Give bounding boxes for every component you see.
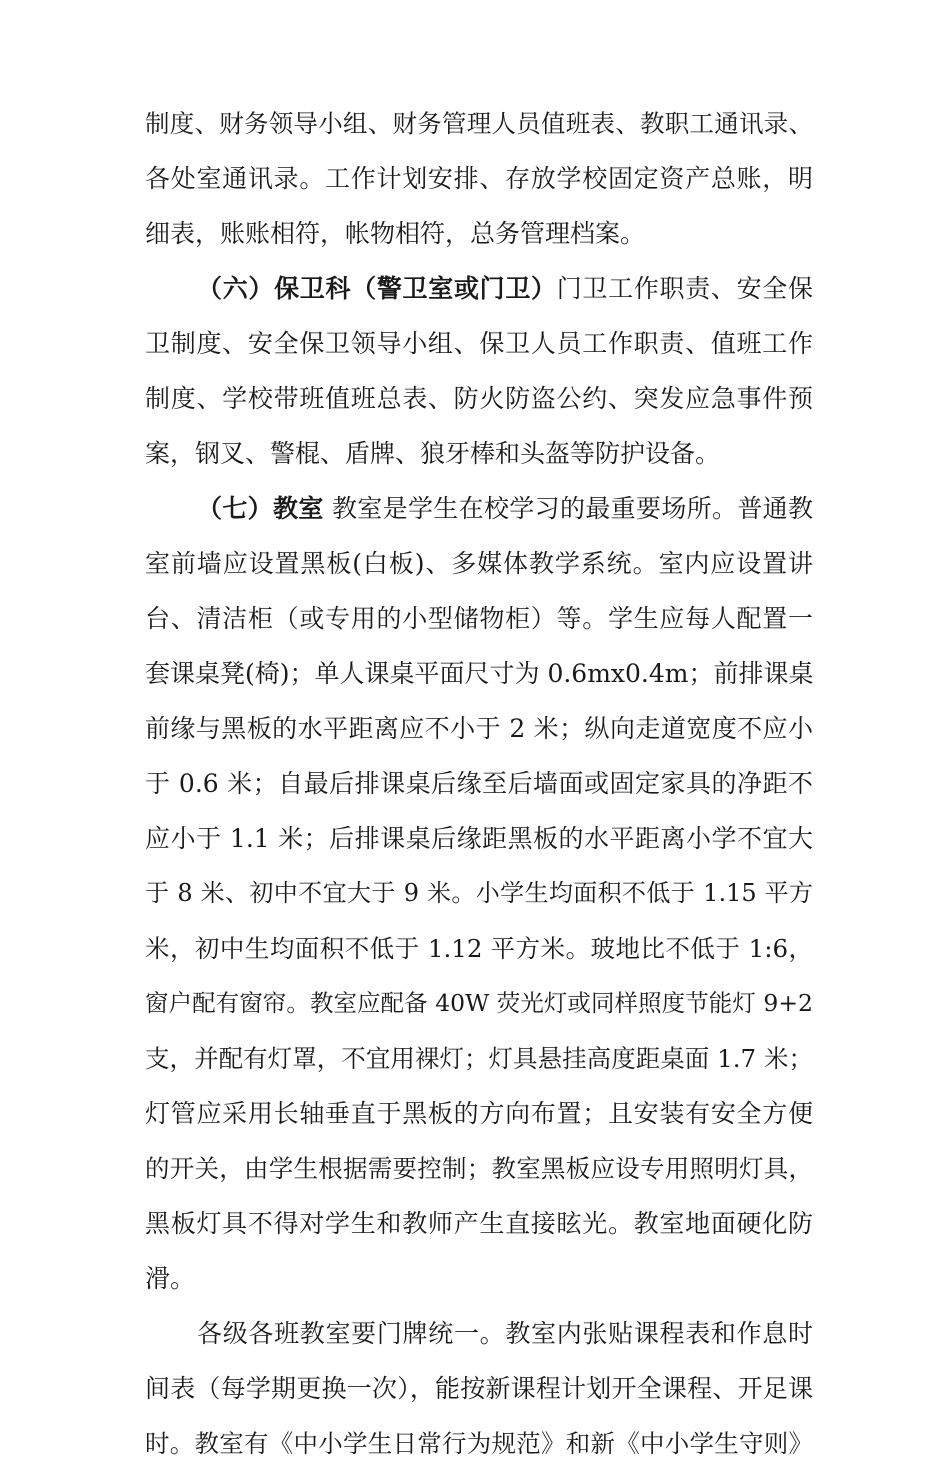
text-line: 时。教室有《中小学生日常行为规范》和新《中小学生守则》 (145, 1429, 813, 1458)
text-line: 于 0.6 米；自最后排课桌后缘至后墙面或固定家具的净距不 (145, 769, 813, 798)
text-line (145, 481, 813, 536)
section-heading: （七）教室 (197, 494, 324, 523)
text-line: 各级各班教室要门牌统一。教室内张贴课程表和作息时 (197, 1319, 813, 1348)
text-line: 灯管应采用长轴垂直于黑板的方向布置；且安装有安全方便 (145, 1099, 813, 1128)
text-line: 米，初中生均面积不低于 1.12 平方米。玻地比不低于 1:6， (145, 934, 813, 963)
text-line: 黑板灯具不得对学生和教师产生直接眩光。教室地面硬化防 (145, 1209, 813, 1238)
text-line: 案，钢叉、警棍、盾牌、狼牙棒和头盔等防护设备。 (145, 439, 721, 468)
text-line: 各处室通讯录。工作计划安排、存放学校固定资产总账，明 (145, 164, 813, 193)
paragraph-security (145, 261, 813, 481)
text-span: 门卫工作职责、安全保 (556, 274, 813, 303)
text-line: 卫制度、安全保卫领导小组、保卫人员工作职责、值班工作 (145, 329, 813, 358)
text-span: 教室是学生在校学习的最重要场所。普通教 (323, 494, 813, 523)
text-line: 支，并配有灯罩，不宜用裸灯；灯具悬挂高度距桌面 1.7 米； (145, 1044, 813, 1073)
text-line: 的开关，由学生根据需要控制；教室黑板应设专用照明灯具， (145, 1154, 813, 1183)
paragraph-classroom (145, 481, 813, 1306)
section-heading: （六）保卫科（警卫室或门卫） (197, 274, 557, 303)
text-line: 窗户配有窗帘。教室应配备 40W 荧光灯或同样照度节能灯 9+2 (145, 989, 813, 1017)
text-line: 制度、财务领导小组、财务管理人员值班表、教职工通讯录、 (145, 109, 813, 138)
text-line: 滑。 (145, 1264, 196, 1293)
text-line: 套课桌凳(椅)；单人课桌平面尺寸为 0.6mx0.4m；前排课桌 (145, 659, 814, 688)
paragraph-finance (145, 96, 813, 261)
paragraph-classroom-signage (145, 1306, 813, 1471)
text-line (145, 261, 813, 316)
text-line: 细表，账账相符，帐物相符，总务管理档案。 (145, 219, 646, 248)
text-line: 间表（每学期更换一次），能按新课程计划开全课程、开足课 (145, 1374, 813, 1403)
text-line: 前缘与黑板的水平距离应不小于 2 米；纵向走道宽度不应小 (145, 714, 813, 743)
text-line: 应小于 1.1 米；后排课桌后缘距黑板的水平距离小学不宜大 (145, 824, 813, 853)
text-line: 室前墙应设置黑板(白板)、多媒体教学系统。室内应设置讲 (145, 549, 813, 578)
document-page (145, 96, 813, 1471)
text-line: 台、清洁柜（或专用的小型储物柜）等。学生应每人配置一 (145, 604, 813, 633)
text-line: 制度、学校带班值班总表、防火防盗公约、突发应急事件预 (145, 384, 813, 413)
text-line: 于 8 米、初中不宜大于 9 米。小学生均面积不低于 1.15 平方 (145, 879, 813, 907)
